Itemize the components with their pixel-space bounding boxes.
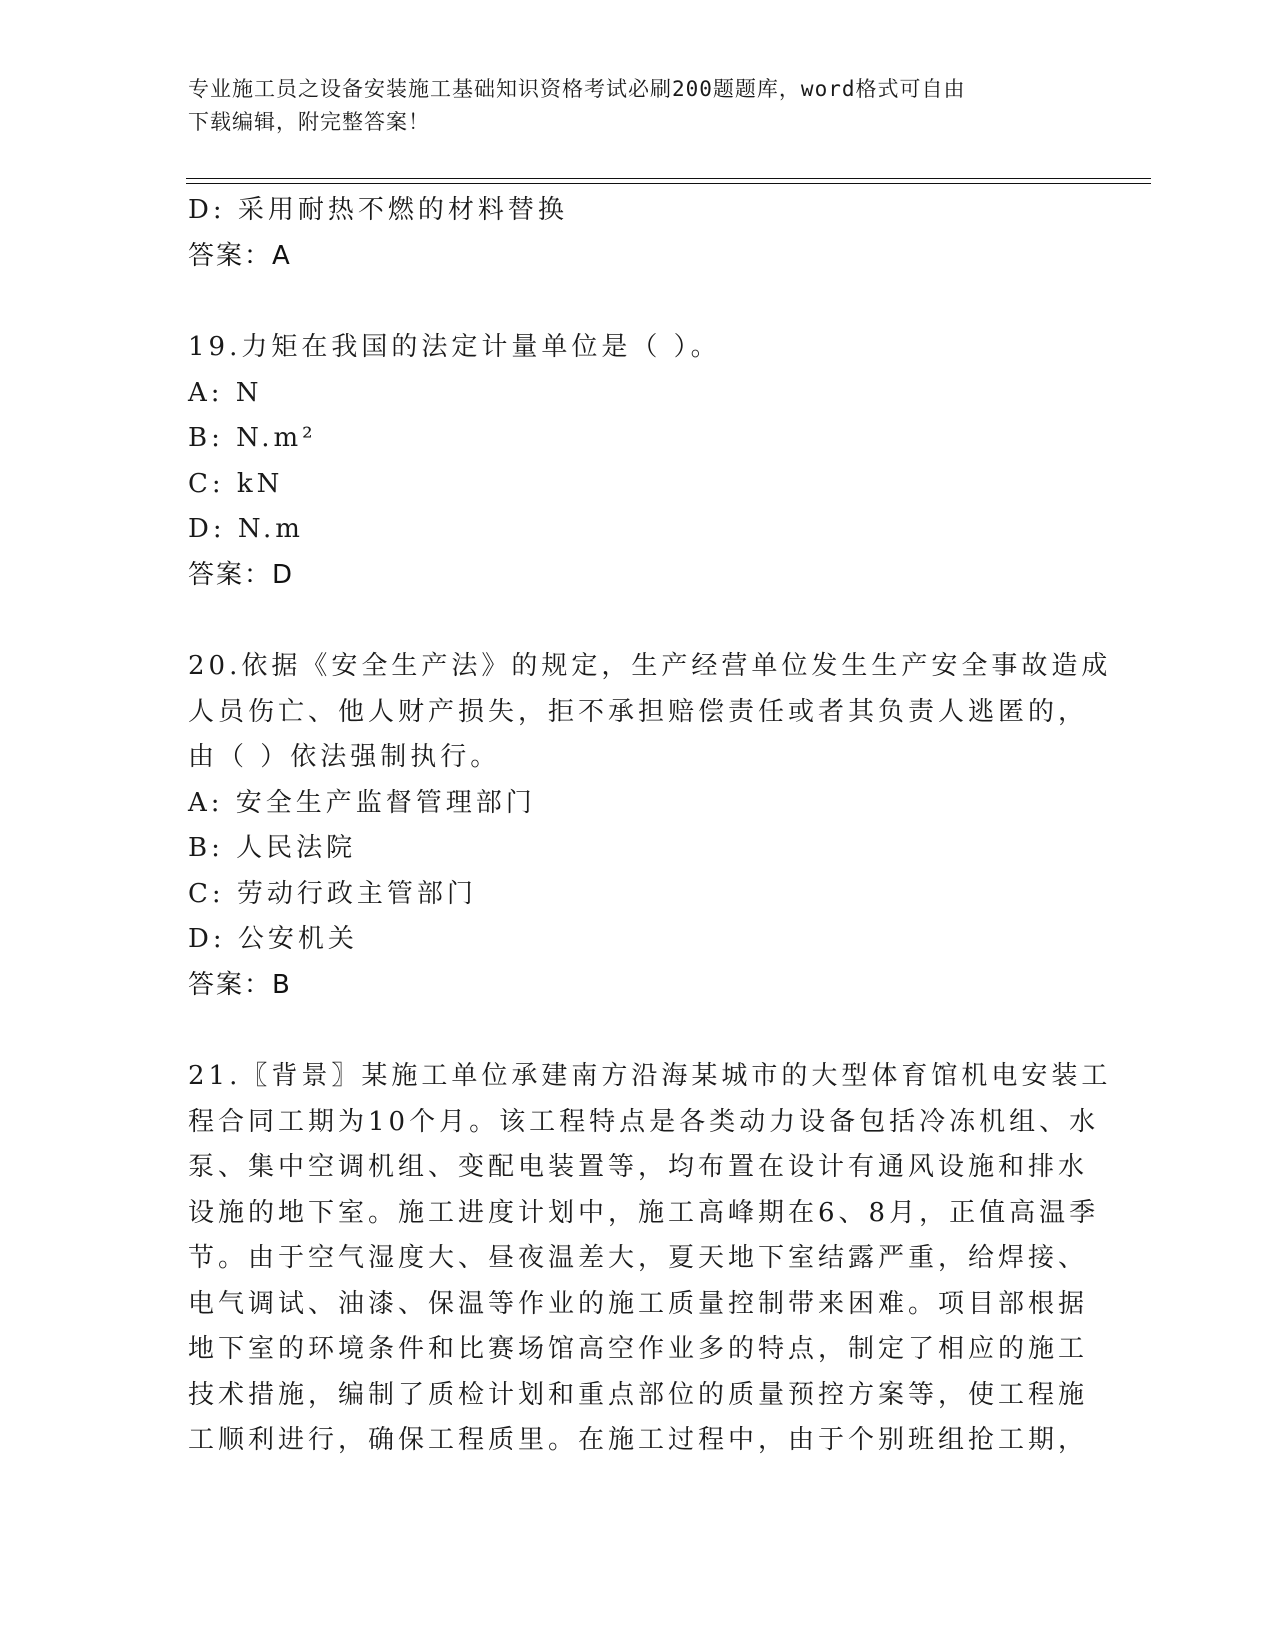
question-stem-line-3: 由（ ）依法强制执行。: [188, 742, 501, 772]
question-stem-line-2: 程合同工期为10个月。该工程特点是各类动力设备包括冷冻机组、水: [188, 1106, 1100, 1137]
question-stem-line-1: 20.依据《安全生产法》的规定，生产经营单位发生生产安全事故造成: [188, 651, 1112, 681]
answer-line: 答案：A: [188, 240, 292, 271]
header-line-2: 下载编辑，附完整答案！: [188, 110, 430, 134]
header-divider-top: [186, 178, 1151, 179]
question-19: [188, 325, 1088, 598]
previous-question-tail: [188, 188, 1088, 279]
document-body: [188, 188, 1112, 1464]
option-d: D: 采用耐热不燃的材料替换: [188, 195, 568, 225]
question-stem-line-4: 设施的地下室。施工进度计划中，施工高峰期在6、8月，正值高温季: [188, 1197, 1100, 1228]
header-divider-bottom: [186, 183, 1151, 184]
question-stem-line-6: 电气调试、油漆、保温等作业的施工质量控制带来困难。项目部根据: [188, 1288, 1089, 1319]
answer-line: 答案：D: [188, 559, 295, 590]
question-21: [188, 1054, 1112, 1464]
spacer: [188, 598, 1088, 644]
option-d: D: 公安机关: [188, 924, 358, 954]
spacer: [188, 279, 1088, 325]
question-stem-line-9: 工顺利进行，确保工程质里。在施工过程中，由于个别班组抢工期，: [188, 1425, 1089, 1455]
option-a: A: 安全生产监督管理部门: [188, 787, 536, 818]
answer-line: 答案：B: [188, 969, 292, 1000]
question-stem-line-7: 地下室的环境条件和比赛场馆高空作业多的特点，制定了相应的施工: [188, 1334, 1089, 1364]
question-stem: 19.力矩在我国的法定计量单位是（ ）。: [188, 332, 721, 362]
question-stem-line-5: 节。由于空气湿度大、昼夜温差大，夏天地下室结露严重，给焊接、: [188, 1243, 1089, 1273]
option-b: B: 人民法院: [188, 833, 357, 863]
spacer: [188, 1008, 1088, 1054]
page-header: [188, 73, 1068, 139]
option-b: B: N.m²: [188, 423, 317, 453]
option-c: C: 劳动行政主管部门: [188, 878, 477, 909]
option-d: D: N.m: [188, 514, 304, 544]
question-20: [188, 644, 1112, 1008]
header-line-1: 专业施工员之设备安装施工基础知识资格考试必刷200题题库，word格式可自由: [188, 77, 966, 101]
question-stem-line-8: 技术措施，编制了质检计划和重点部位的质量预控方案等，使工程施: [188, 1379, 1089, 1410]
option-c: C: kN: [188, 468, 284, 499]
question-stem-line-1: 21.〖背景〗某施工单位承建南方沿海某城市的大型体育馆机电安装工: [188, 1061, 1112, 1091]
question-stem-line-2: 人员伤亡、他人财产损失，拒不承担赔偿责任或者其负责人逃匿的，: [188, 696, 1089, 727]
option-a: A: N: [188, 377, 263, 408]
question-stem-line-3: 泵、集中空调机组、变配电装置等，均布置在设计有通风设施和排水: [188, 1152, 1089, 1182]
